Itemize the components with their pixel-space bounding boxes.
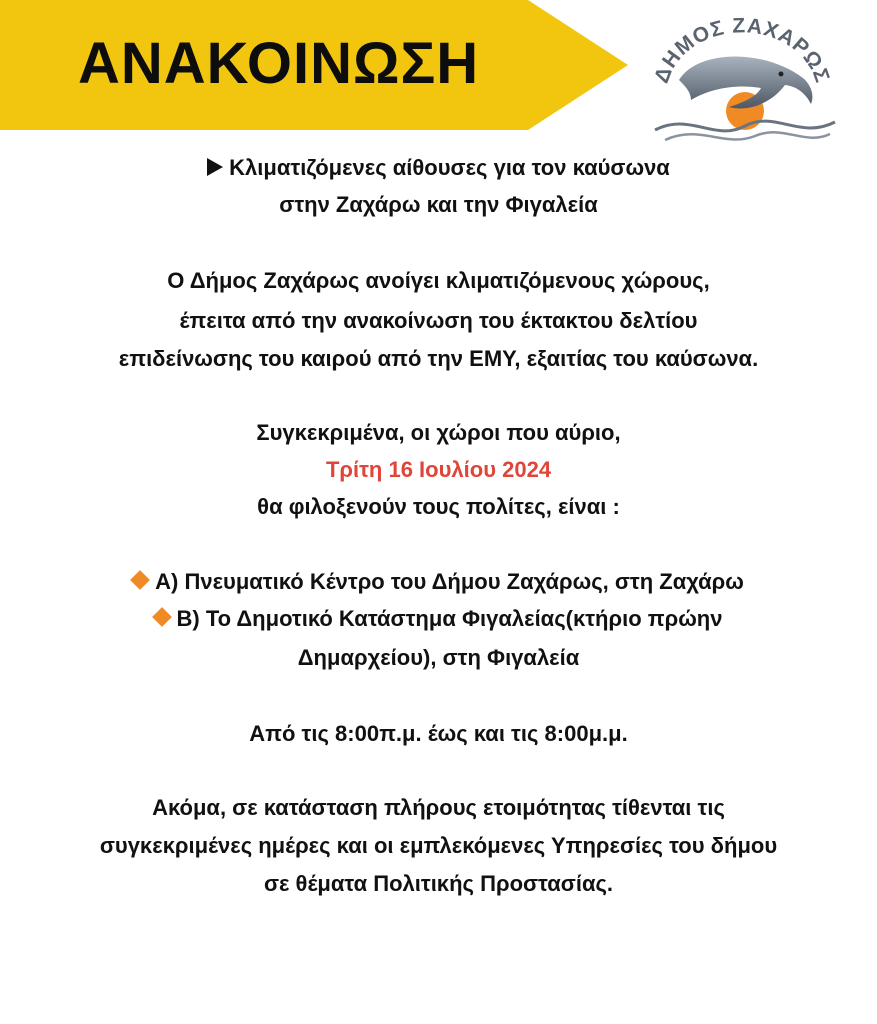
play-triangle-icon (207, 158, 223, 176)
intro-line-3: επιδείνωσης του καιρού από την ΕΜΥ, εξαιτίας του καύσωνα. (118, 346, 759, 371)
location-b-line-1: Β) Το Δημοτικό Κατάστημα Φιγαλείας(κτήριο πρώην (0, 604, 877, 634)
intro-line-1: Ο Δήμος Ζαχάρως ανοίγει κλιματιζόμενους χώρους, (167, 268, 710, 293)
svg-text:ΔΗΜΟΣ ΖΑΧΑΡΩΣ: ΔΗΜΟΣ ΖΑΧΑΡΩΣ (649, 14, 835, 87)
intro-line-2: έπειτα από την ανακοίνωση του έκτακτου δελτίου (179, 308, 698, 333)
closing-line-3: σε θέματα Πολιτικής Προστασίας. (263, 871, 614, 896)
closing-line-2: συγκεκριμένες ημέρες και οι εμπλεκόμενες Υπηρεσίες του δήμου (99, 833, 778, 858)
location-a: Α) Πνευματικό Κέντρο του Δήμου Ζαχάρως, στη Ζαχάρω (0, 567, 877, 597)
orange-diamond-icon (130, 570, 150, 590)
closing-line-1: Ακόμα, σε κατάσταση πλήρους ετοιμότητας τίθενται τις (152, 795, 725, 820)
opening-hours: Από τις 8:00π.μ. έως και τις 8:00μ.μ. (249, 721, 628, 746)
announcement-banner (0, 0, 628, 130)
heading-line-2: στην Ζαχάρω και την Φιγαλεία (279, 192, 598, 217)
municipality-logo (645, 8, 840, 148)
heading-line-1: Κλιματιζόμενες αίθουσες για τον καύσωνα (0, 153, 877, 183)
details-line-1: Συγκεκριμένα, οι χώροι που αύριο, (256, 420, 621, 445)
orange-diamond-icon (152, 607, 172, 627)
location-b-line-2: Δημαρχείου), στη Φιγαλεία (297, 645, 580, 670)
date-highlight: Τρίτη 16 Ιουλίου 2024 (325, 457, 552, 482)
banner-title: ΑΝΑΚΟΙΝΩΣΗ (78, 31, 480, 96)
details-line-3: θα φιλοξενούν τους πολίτες, είναι : (257, 494, 620, 519)
